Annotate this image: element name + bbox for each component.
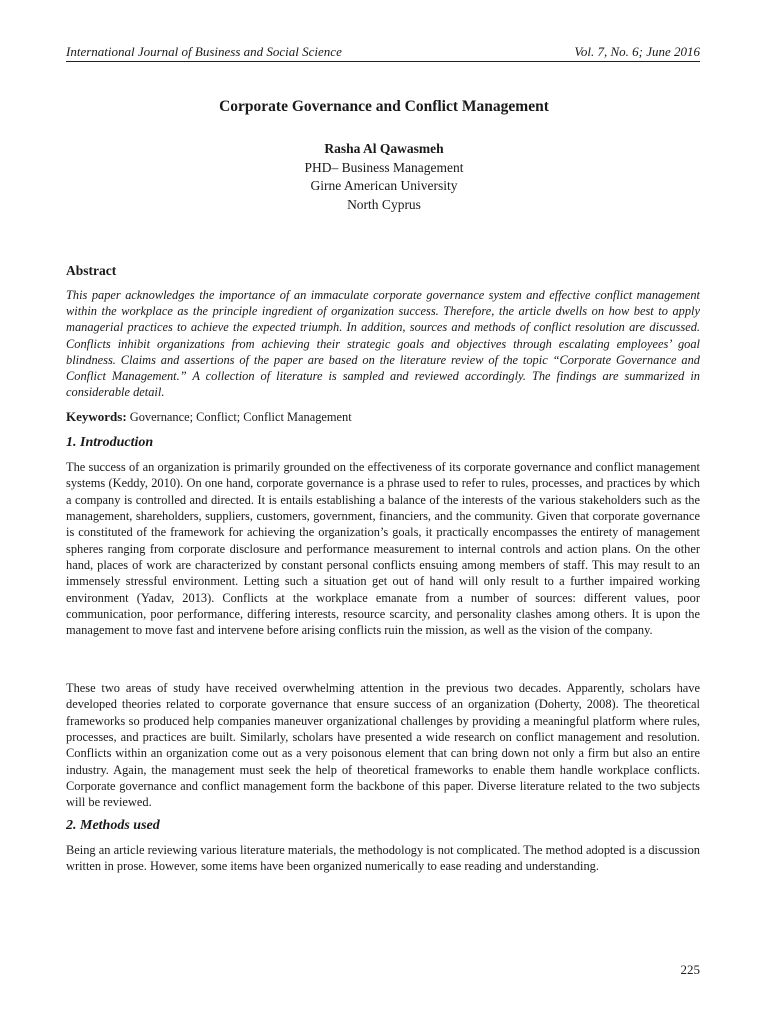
author-location: North Cyprus: [347, 196, 421, 212]
keywords-label: Keywords:: [66, 409, 127, 424]
introduction-heading: 1. Introduction: [66, 435, 154, 450]
author-block: [0, 140, 768, 214]
methods-paragraph-1: Being an article reviewing various literature materials, the methodology is not complicated. The method adopted is a discussion written in prose. However, some items have been organized numerically to ease reading and understanding.: [66, 843, 700, 874]
keywords-text: Governance; Conflict; Conflict Management: [126, 410, 352, 424]
introduction-paragraph-1: The success of an organization is primarily grounded on the effectiveness of its corporate governance and conflict management systems (Keddy, 2010). On one hand, corporate governance is a phrase used to refer to rules, processes, and practices by which a company is controlled and directed. It is entails establishing a balance of the interests of the various stakeholders such as the management, shareholders, suppliers, customers, government, financiers, and the community. Given that corporate governance is constituted of the framework for achieving the organization’s goals, it practically encompasses the entirety of management spheres ranging from corporate disclosure and performance measurement to internal controls and action plans. On the other hand, places of work are characterized by constant personal conflicts ensuing among members of staff. This may result to an immensely stressful environment. Letting such a situation get out of hand will only result to a further impaired working environment (Yadav, 2013). Conflicts at the workplace emanate from a number of sources: different values, poor communication, poor performance, differing interests, resource scarcity, and personality clashes among others. It is upon the management to move fast and intervene before arising conflicts ruin the mission, as well as the vision of the company.: [66, 460, 700, 638]
keywords-line: [66, 409, 352, 425]
journal-name: International Journal of Business and Social Science: [66, 44, 342, 59]
abstract-text: This paper acknowledges the importance of an immaculate corporate governance system and effective conflict management within the workplace as the principle ingredient of organization success. Therefore, the article dwells on how best to apply managerial practices to achieve the expected triumph. In addition, sources and methods of conflict resolution are discussed. Conflicts inhibit organizations from achieving their strategic goals and objectives through escalating employees’ goal blindness. Claims and assertions of the paper are based on the literature review of the topic “Corporate Governance and Conflict Management.” A collection of literature is sampled and reviewed accordingly. The findings are summarized in considerable detail.: [66, 288, 700, 400]
abstract-heading: Abstract: [66, 263, 117, 278]
author-affiliation: Girne American University: [310, 178, 458, 193]
author-degree: PHD– Business Management: [304, 159, 464, 175]
introduction-paragraph-2: These two areas of study have received overwhelming attention in the previous two decades. Apparently, scholars have developed theories related to corporate governance that ensure success of an organization (Doherty, 2008). The theoretical frameworks so produced help companies maneuver organizational challenges by providing a meaningful platform where rules, processes, and practices are built. Similarly, scholars have presented a wide research on conflict management and resolution. Conflicts within an organization come out as a very poisonous element that can bring down not only a firm but also an entire industry. Again, the management must seek the help of theoretical frameworks to enable them handle workplace conflicts. Corporate governance and conflict management form the backbone of this paper. Diverse literature related to the two subjects will be reviewed.: [66, 681, 700, 810]
author-name: Rasha Al Qawasmeh: [324, 141, 444, 156]
running-header: [66, 44, 700, 62]
volume-info: Vol. 7, No. 6; June 2016: [574, 44, 700, 59]
paper-title: Corporate Governance and Conflict Management: [219, 98, 549, 115]
page-number: 225: [680, 962, 700, 977]
methods-heading: 2. Methods used: [66, 818, 160, 833]
